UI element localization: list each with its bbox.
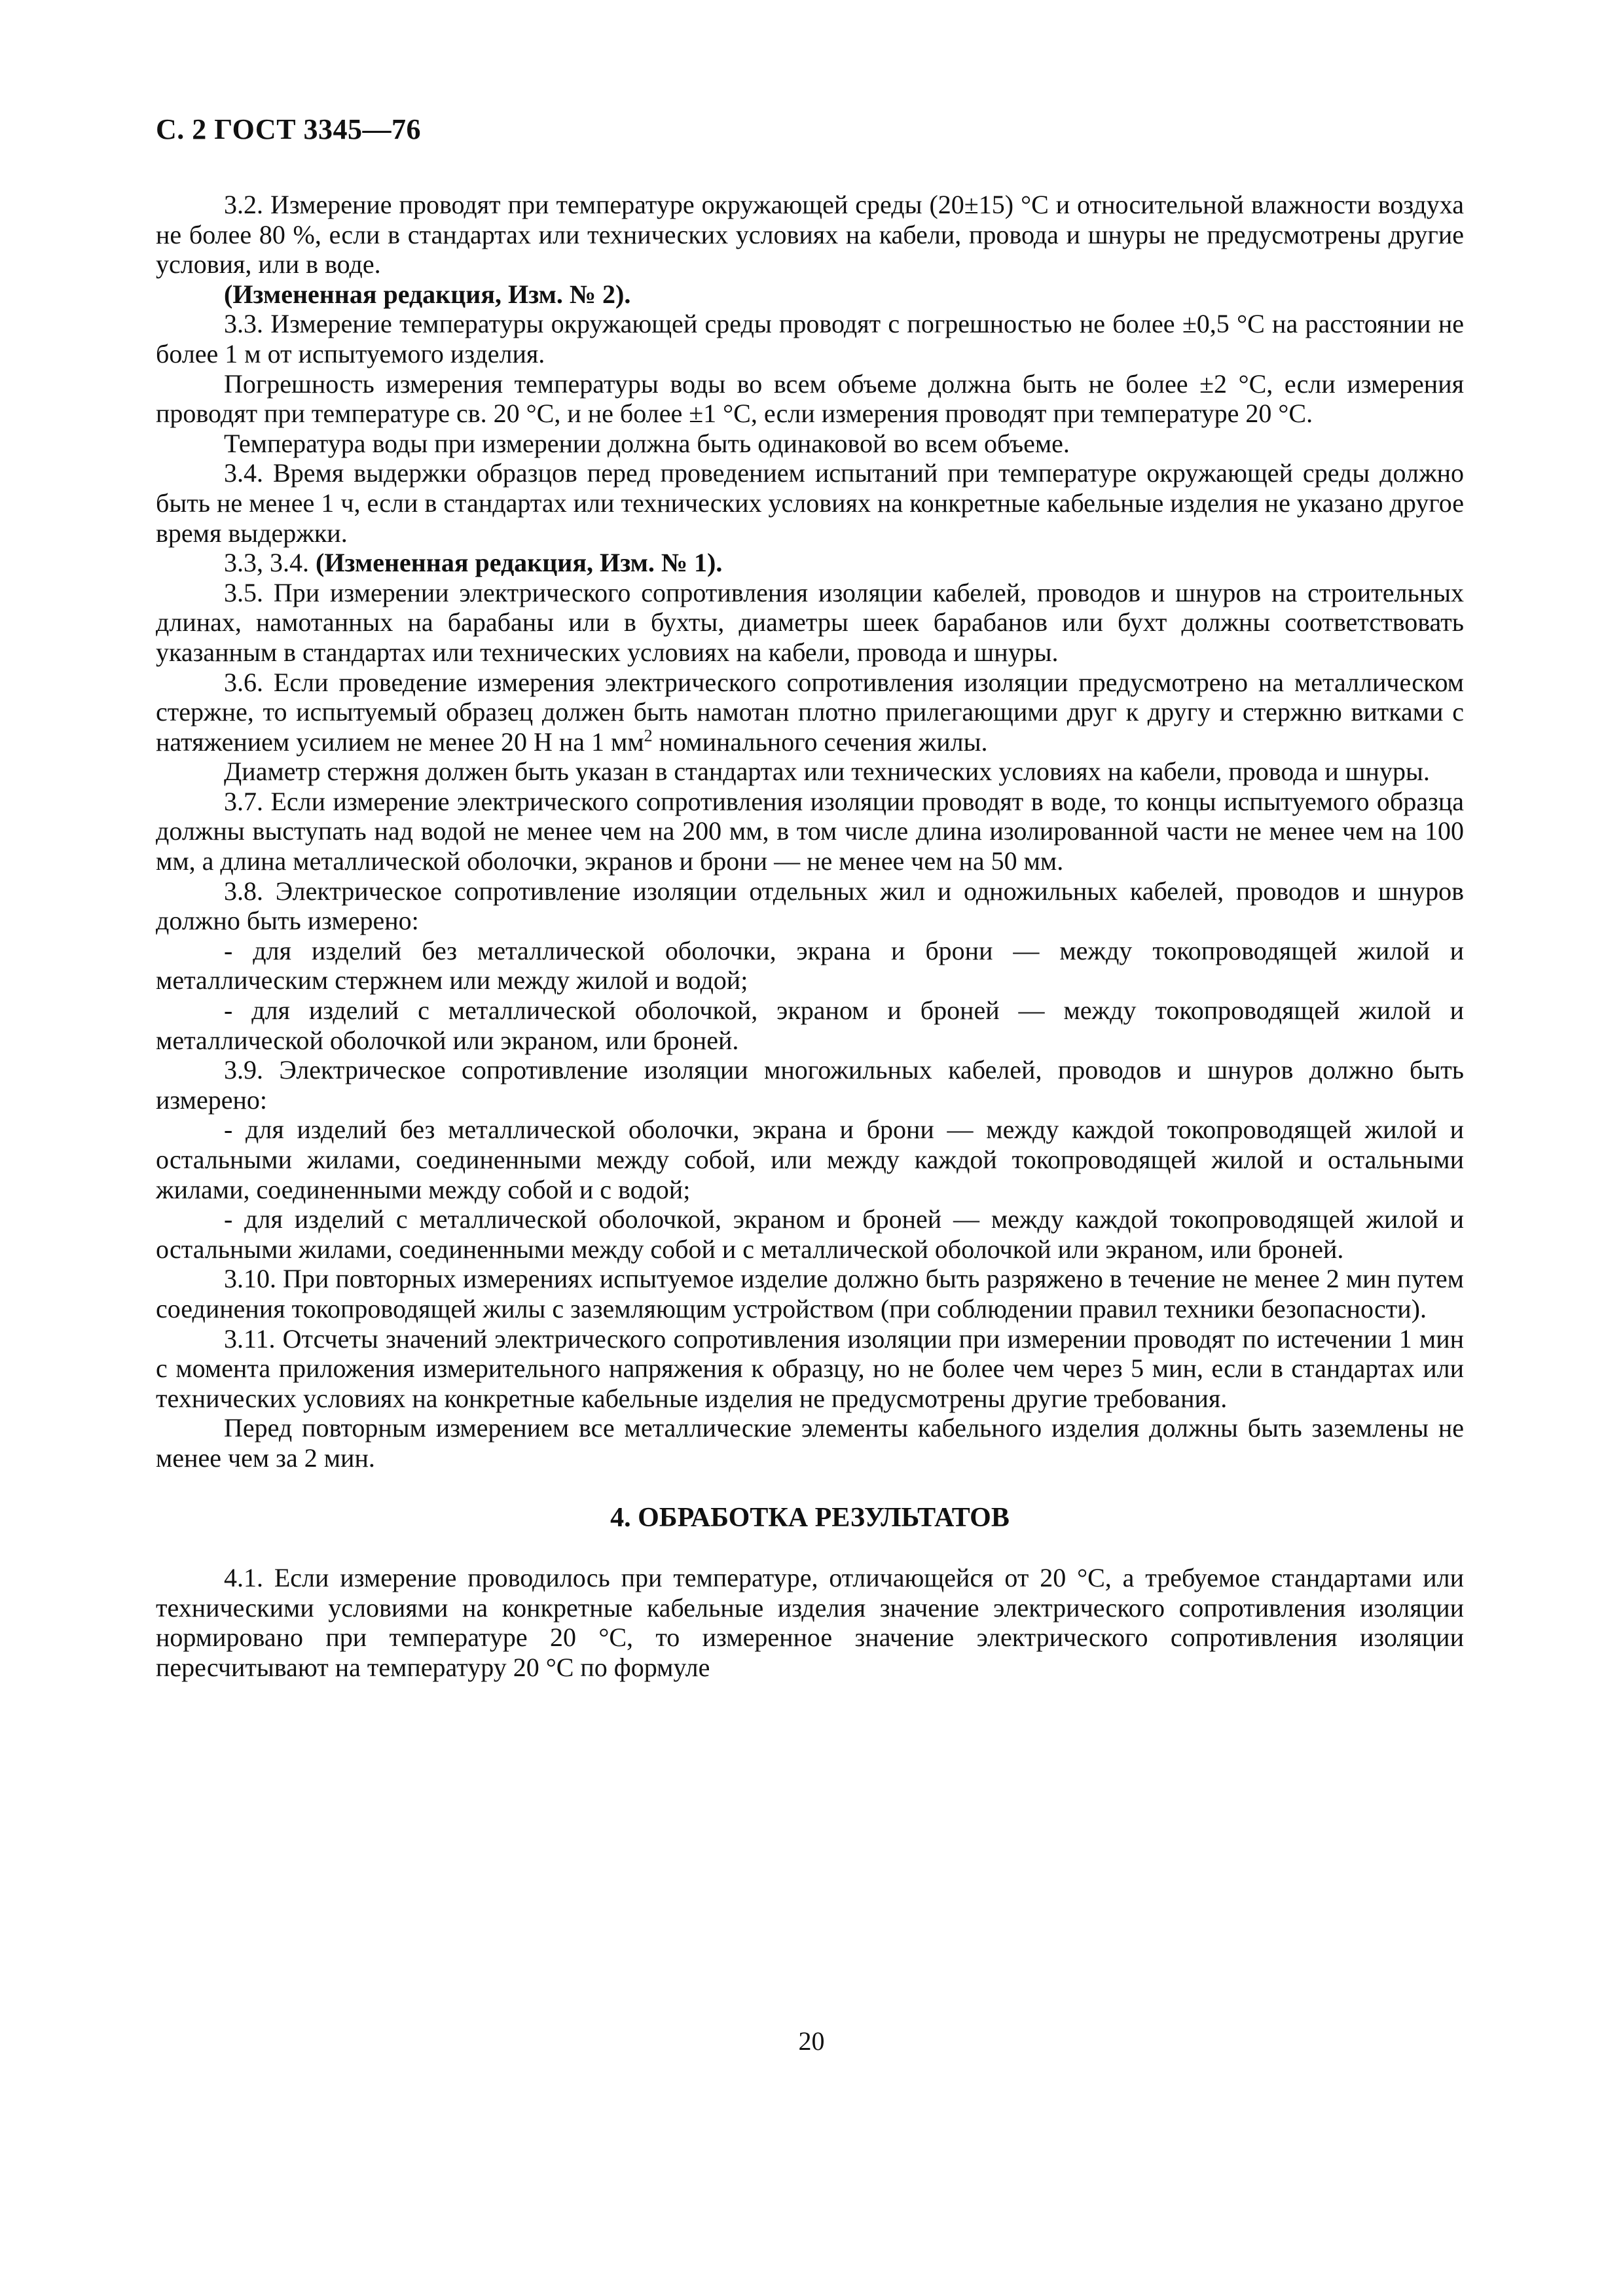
page-number: 20 — [798, 2026, 825, 2056]
paragraph-3-6 — [156, 668, 1464, 757]
paragraph-3-5: 3.5. При измерении электрического сопротивления изоляции кабелей, проводов и шнуров на строительных длинах, намотанных на барабаны или в бухты, диаметры шеек барабанов или бухт должны соответствовать указанным в стандартах или технических условиях на кабели, провода и шнуры. — [156, 577, 1464, 667]
paragraph-3-3-water-accuracy: Погрешность измерения температуры воды во всем объеме должна быть не более ±2 °С, если измерения проводят при температуре св. 20 °С, и не более ±1 °С, если измерения проводят при температуре 20 °С. — [156, 368, 1464, 429]
paragraph-4-1: 4.1. Если измерение проводилось при температуре, отличающейся от 20 °С, а требуемое стандартами или техническими условиями на конкретные кабельные изделия значение электрического сопротивления изоляции нормировано при температуре 20 °С, то измеренное значение электрического сопротивления изоляции пересчитывают на температуру 20 °С по формуле — [156, 1563, 1464, 1682]
paragraph-3-8: 3.8. Электрическое сопротивление изоляции отдельных жил и одножильных кабелей, проводов и шнуров должно быть измерено: — [156, 876, 1464, 936]
change-note-3-2: (Измененная редакция, Изм. № 2). — [224, 279, 631, 309]
page-header: С. 2 ГОСТ 3345—76 — [156, 113, 422, 145]
paragraph-3-6-diameter: Диаметр стержня должен быть указан в стандартах или технических условиях на кабели, провода и шнуры. — [224, 757, 1430, 787]
paragraph-3-3: 3.3. Измерение температуры окружающей среды проводят с погрешностью не более ±0,5 °С на расстоянии не более 1 м от испытуемого изделия. — [156, 309, 1464, 368]
paragraph-3-6-text: 3.6. Если проведение измерения электрического сопротивления изоляции предусмотрено на металлическом стержне, то испытуемый образец должен быть намотан плотно прилегающими друг к другу и стержню витками с натяжением усилием не менее 20 Н на 1 мм — [156, 667, 1464, 757]
change-note-text: (Измененная редакция, Изм. № 1). — [316, 548, 723, 578]
paragraph-3-2: 3.2. Измерение проводят при температуре окружающей среды (20±15) °С и относительной влажности воздуха не более 80 %, если в стандартах или технических условиях на кабели, провода и шнуры не предусмотрены другие условия, или в воде. — [156, 190, 1464, 279]
section-title-4: 4. ОБРАБОТКА РЕЗУЛЬТАТОВ — [610, 1502, 1010, 1533]
list-item-3-8-b: - для изделий с металлической оболочкой, экраном и броней — между токопроводящей жилой и металлической оболочкой или экраном, или броней. — [156, 996, 1464, 1055]
paragraph-3-10: 3.10. При повторных измерениях испытуемое изделие должно быть разряжено в течение не менее 2 мин путем соединения токопроводящей жилы с заземляющим устройством (при соблюдении правил техники безопасности). — [156, 1264, 1464, 1323]
paragraph-3-4: 3.4. Время выдержки образцов перед проведением испытаний при температуре окружающей среды должно быть не менее 1 ч, если в стандартах или технических условиях на конкретные кабельные изделия не указано другое время выдержки. — [156, 458, 1464, 548]
list-item-3-9-a: - для изделий без металлической оболочки, экрана и брони — между каждой токопроводящей жилой и остальными жилами, соединенными между собой, или между каждой токопроводящей жилой и остальными жилами, соединенными между собой и с водой; — [156, 1115, 1464, 1204]
paragraph-3-9: 3.9. Электрическое сопротивление изоляции многожильных кабелей, проводов и шнуров должно быть измерено: — [156, 1055, 1464, 1115]
list-item-3-8-a: - для изделий без металлической оболочки, экрана и брони — между токопроводящей жилой и металлическим стержнем или между жилой и водой; — [156, 935, 1464, 996]
change-note-3-3-3-4 — [156, 548, 1464, 578]
paragraph-3-11: 3.11. Отсчеты значений электрического сопротивления изоляции при измерении проводят по истечении 1 мин с момента приложения измерительного напряжения к образцу, но не более чем через 5 мин, если в стандартах или технических условиях на конкретные кабельные изделия не предусмотрены другие требования. — [156, 1323, 1464, 1413]
list-item-3-9-b: - для изделий с металлической оболочкой, экраном и броней — между каждой токопроводящей жилой и остальными жилами, соединенными между собой и с металлической оболочкой или экраном, или броней. — [156, 1204, 1464, 1264]
superscript-2: 2 — [644, 726, 653, 745]
paragraph-3-11-grounding: Перед повторным измерением все металлические элементы кабельного изделия должны быть заземлены не менее чем за 2 мин. — [156, 1413, 1464, 1473]
change-note-prefix: 3.3, 3.4. — [224, 548, 316, 578]
paragraph-3-6-tail: номинального сечения жилы. — [652, 726, 988, 757]
paragraph-3-7: 3.7. Если измерение электрического сопротивления изоляции проводят в воде, то концы испытуемого образца должны выступать над водой не менее чем на 200 мм, в том числе длина изолированной части не менее чем на 100 мм, а длина металлической оболочки, экранов и брони — не менее чем на 50 мм. — [156, 786, 1464, 876]
document-body — [156, 190, 1464, 1683]
paragraph-3-3-water-uniform: Температура воды при измерении должна быть одинаковой во всем объеме. — [224, 428, 1070, 458]
